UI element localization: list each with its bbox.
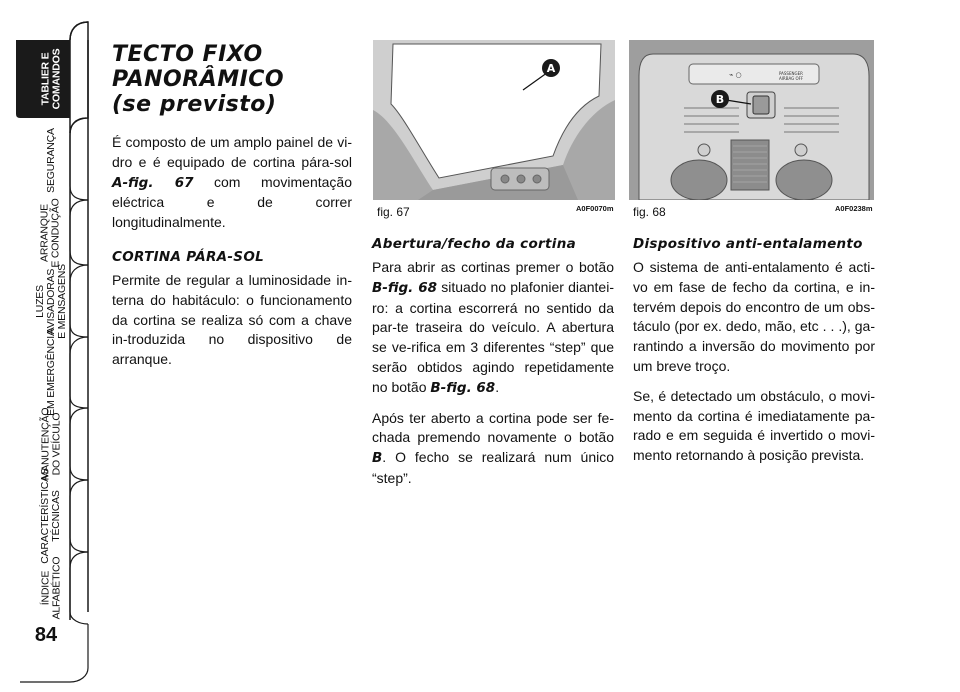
- figure-68-code: A0F0238m: [835, 204, 873, 213]
- svg-text:⌁ ○: ⌁ ○: [729, 71, 742, 79]
- closing-paragraph: [372, 409, 614, 489]
- text-run: com movimentação eléctrica e de correr longitudinalmente.: [112, 173, 352, 231]
- figure-label: A: [546, 62, 556, 75]
- tab-tablier-e-comandos[interactable]: [16, 40, 86, 118]
- column-3: [633, 234, 875, 476]
- title-line: (se previsto): [112, 92, 277, 117]
- anti-pinch-paragraph: O sistema de anti-entalamento é acti-vo em fase de fecho da cortina, e in-tervém depois do encontro de um obs-táculo (por ex. dedo, mão, etc . . .), ga-rantindo a inversão do movimento por um breve troço.: [633, 259, 875, 374]
- tab-label: ARRANQUE E CONDUÇÃO: [39, 197, 62, 268]
- tab-label: EM EMERGÊNCIA: [44, 329, 57, 416]
- svg-text:AIRBAG OFF: AIRBAG OFF: [779, 76, 804, 81]
- tab-luzes-avisadoras[interactable]: [16, 265, 86, 337]
- tab-label: TABLIER E COMANDOS: [38, 48, 62, 110]
- section-title: [112, 42, 352, 117]
- tab-label: LUZES AVISADORAS E MENSAGENS: [33, 263, 68, 339]
- tab-arranque-e-conducao[interactable]: [16, 197, 86, 268]
- tab-label: SEGURANÇA: [44, 127, 57, 193]
- chapter-sidebar: [0, 0, 100, 692]
- tab-seguranca[interactable]: [16, 125, 86, 195]
- figure-reference: B-fig. 68: [372, 279, 438, 296]
- subsection-heading: Abertura/fecho da cortina: [372, 236, 577, 252]
- tab-label: CARACTERÍSTICAS TÉCNICAS: [39, 468, 63, 564]
- text-run: situado no plafonier diantei-ro: a cortina escorrerá no sentido da par-te traseira do veículo. A abertura se ve-rifica em 3 diferentes “step” que serão obtidos agindo repetidamente no botão: [372, 278, 614, 395]
- subsection-heading: CORTINA PÁRA-SOL: [112, 248, 265, 265]
- tab-em-emergencia[interactable]: [16, 329, 86, 416]
- text-run: Após ter aberto a cortina pode ser fe-chada premendo novamente o botão: [372, 409, 614, 446]
- figure-reference: A-fig. 67: [112, 174, 194, 191]
- figure-label: B: [715, 93, 725, 106]
- tab-caracteristicas-tecnicas[interactable]: [16, 468, 86, 564]
- page-number: 84: [34, 624, 58, 646]
- figure-68-image: [629, 40, 874, 200]
- tab-label: ÍNDICE ALFABÉTICO: [39, 556, 62, 620]
- tab-label: MANUTENÇÃO DO VEÍCULO: [39, 407, 63, 481]
- column-2: [372, 234, 614, 499]
- text-run: .: [495, 378, 500, 395]
- figure-67-caption: fig. 67: [377, 205, 410, 219]
- text-run: Para abrir as cortinas premer o botão: [372, 259, 614, 275]
- figure-67-image: [373, 40, 615, 200]
- text-run: É composto de um amplo painel de vi-dro e é equipado de cortina pára-sol: [112, 134, 352, 170]
- figure-67-code: A0F0070m: [576, 204, 614, 213]
- figure-reference: B-fig. 68: [430, 379, 496, 396]
- panoramic-roof-illustration: [373, 40, 615, 200]
- obstacle-paragraph: Se, é detectado um obstáculo, o movi-mento da cortina é imediatamente pa-rado e em seguida é invertido o movi-mento retornando à posição prevista.: [633, 387, 875, 464]
- text-run: . O fecho se realizará num único “step”.: [372, 449, 614, 486]
- figure-reference: B: [372, 450, 383, 467]
- title-line: TECTO FIXO: [112, 42, 263, 67]
- opening-paragraph: [372, 258, 614, 399]
- tab-indice-alfabetico[interactable]: [16, 552, 86, 624]
- column-1: [112, 42, 352, 380]
- roof-console-illustration: [629, 40, 874, 200]
- figure-68-caption: fig. 68: [633, 205, 666, 219]
- subsection-heading: Dispositivo anti-entalamento: [633, 236, 863, 252]
- svg-text:PASSENGER: PASSENGER: [779, 71, 803, 76]
- intro-paragraph: [112, 133, 352, 233]
- cortina-paragraph: Permite de regular a luminosidade in-terna do habitáculo: o funcionamento da cortina se realiza só com a chave in-troduzida no dispositivo de arranque.: [112, 271, 352, 368]
- title-line: PANORÂMICO: [112, 67, 285, 92]
